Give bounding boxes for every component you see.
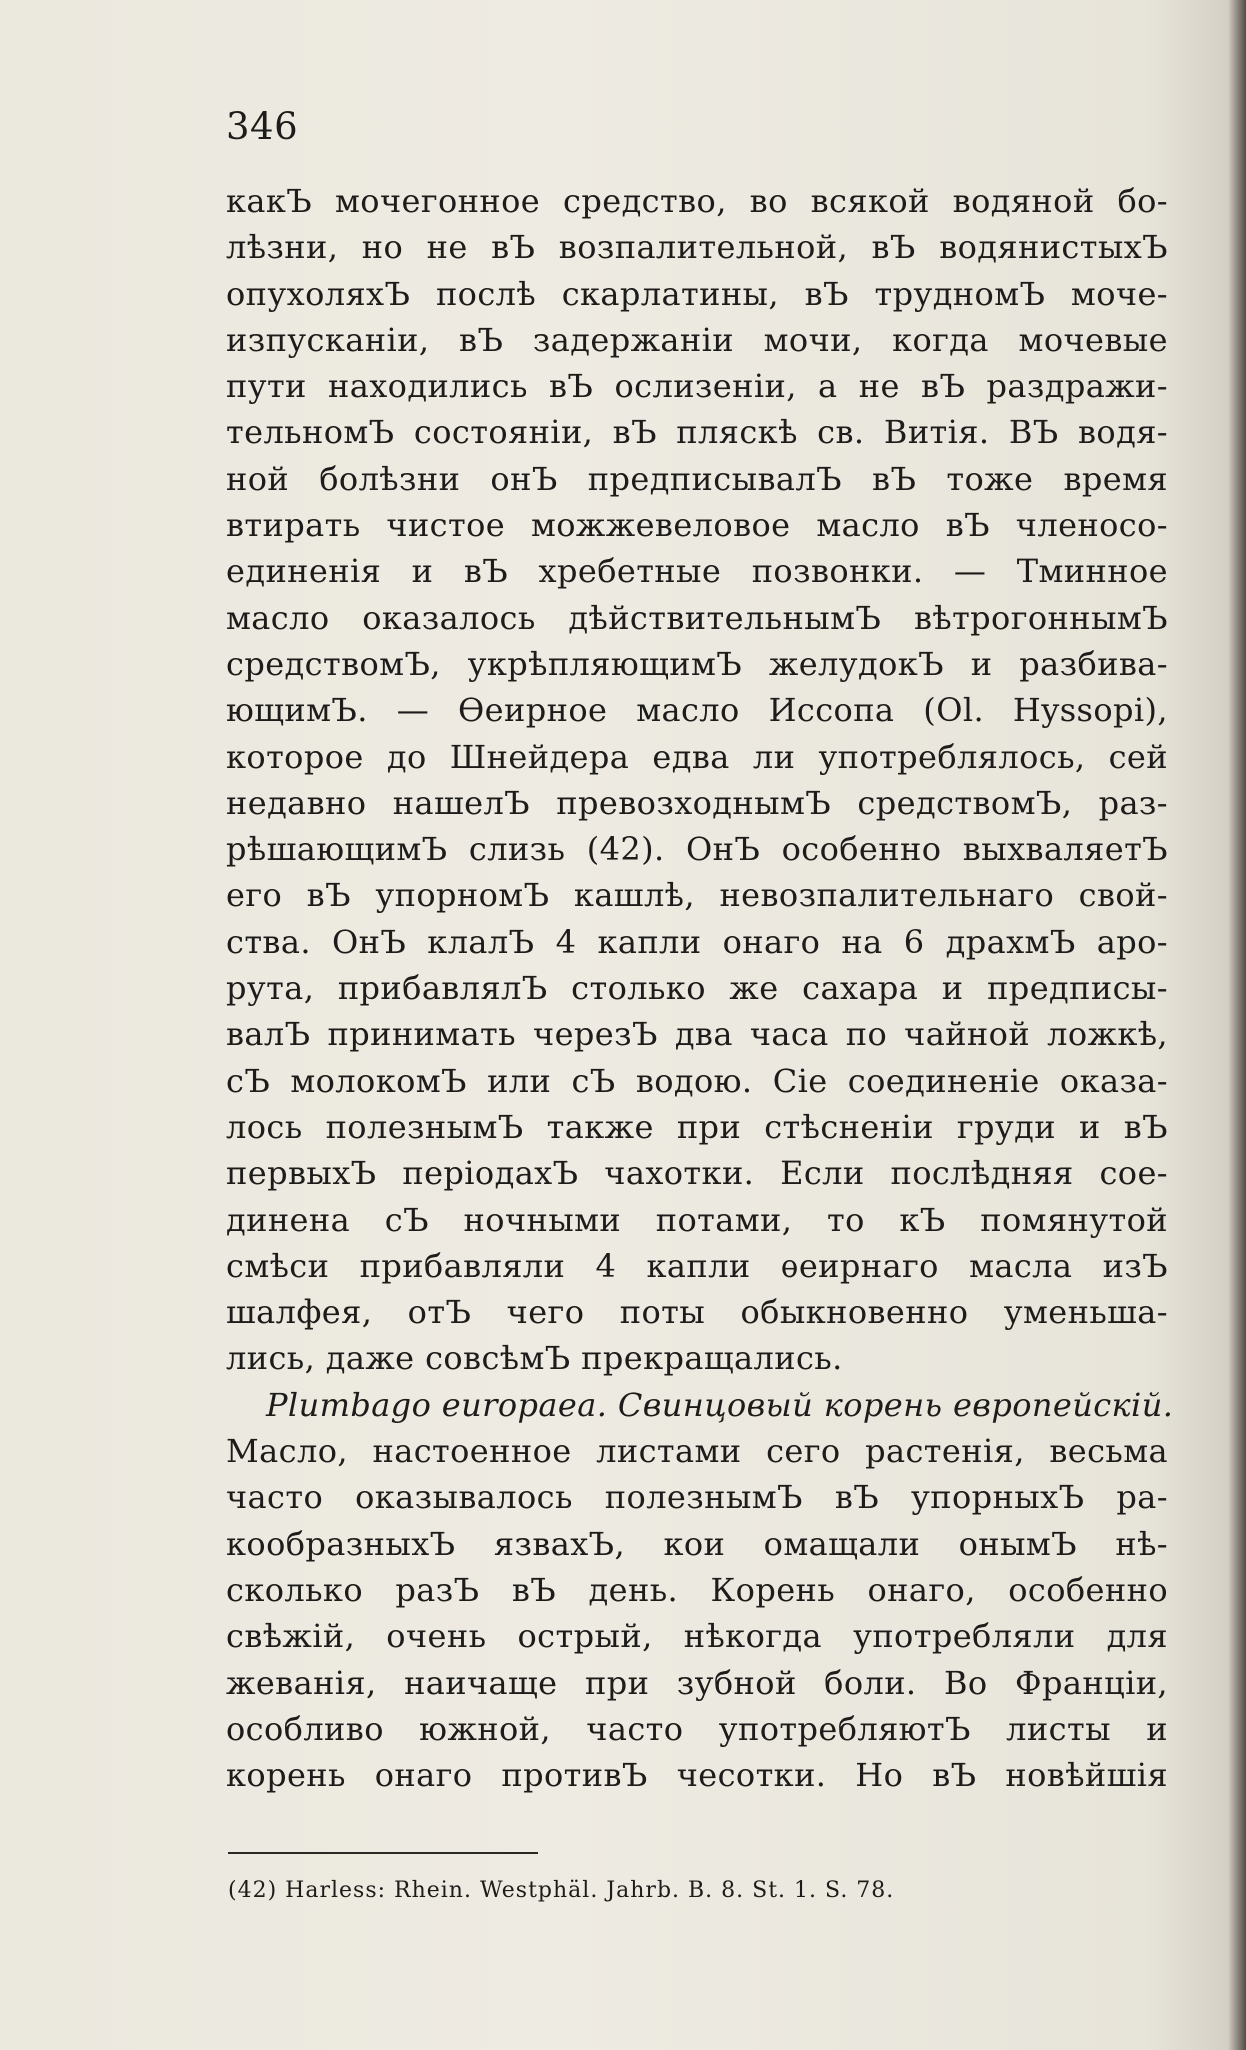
text-line: недавно нашелЪ превозходнымЪ средствомЪ, раз- xyxy=(226,783,1168,822)
text-line: лѣзни, но не вЪ возпалительной, вЪ водянистыхЪ xyxy=(226,228,1168,267)
text-line: ства. ОнЪ клалЪ 4 капли онаго на 6 драхмЪ аро- xyxy=(226,922,1168,961)
text-line: ющимЪ. — Ѳеирное масло Иссопа (Ol. Hyssopi), xyxy=(226,691,1168,730)
body-text xyxy=(226,178,1174,1798)
text-line: лись, даже совсѣмЪ прекращались. xyxy=(226,1339,843,1378)
text-line: валЪ принимать черезЪ два часа по чайной ложкѣ, xyxy=(226,1015,1168,1054)
text-line: единенія и вЪ хребетные позвонки. — Тминное xyxy=(226,552,1168,591)
text-line: часто оказывалось полезнымЪ вЪ упорныхЪ ра- xyxy=(226,1478,1168,1517)
text-line: сколько разЪ вЪ день. Корень онаго, особенно xyxy=(226,1570,1168,1609)
text-line: корень онаго противЪ чесотки. Но вЪ новѣйшія xyxy=(226,1756,1168,1795)
page-number: 346 xyxy=(226,105,299,148)
text-line: которое до Шнейдера едва ли употреблялось, сей xyxy=(226,737,1168,776)
text-line: втирать чистое можжевеловое масло вЪ членосо- xyxy=(226,506,1168,545)
text-line: опухоляхЪ послѣ скарлатины, вЪ трудномЪ моче- xyxy=(226,274,1168,313)
text-line: рѣшающимЪ слизь (42). ОнЪ особенно выхваляетЪ xyxy=(226,830,1168,869)
text-line: пути находились вЪ ослизеніи, а не вЪ раздражи- xyxy=(226,367,1168,406)
text-line: масло оказалось дѣйствительнымЪ вѣтрогоннымЪ xyxy=(226,598,1168,637)
text-line: свѣжій, очень острый, нѣкогда употребляли для xyxy=(226,1617,1168,1656)
text-line: смѣси прибавляли 4 капли ѳеирнаго масла изЪ xyxy=(226,1246,1168,1285)
footnote-divider xyxy=(228,1852,538,1854)
text-line: ной болѣзни онЪ предписывалЪ вЪ тоже время xyxy=(226,459,1168,498)
text-line: лось полезнымЪ также при стѣсненіи груди и вЪ xyxy=(226,1107,1168,1146)
text-line: тельномЪ состояніи, вЪ пляскѣ св. Витія. ВЪ водя- xyxy=(226,413,1168,452)
text-line: кообразныхЪ язвахЪ, кои омащали онымЪ нѣ- xyxy=(226,1524,1168,1563)
text-line: динена сЪ ночными потами, то кЪ помянутой xyxy=(226,1200,1168,1239)
text-line: какЪ мочегонное средство, во всякой водяной бо- xyxy=(226,182,1168,220)
text-line: его вЪ упорномЪ кашлѣ, невозпалительнаго свой- xyxy=(226,876,1168,915)
text-line: средствомЪ, укрѣпляющимЪ желудокЪ и разбива- xyxy=(226,644,1168,683)
section-heading-line: Plumbago europaea. Свинцовый корень европейскій. xyxy=(266,1385,1174,1424)
page-gutter-shadow xyxy=(1228,0,1246,2050)
text-line: сЪ молокомЪ или сЪ водою. Сіе соединеніе оказа- xyxy=(226,1061,1168,1100)
footnote: (42) Harless: Rhein. Westphäl. Jahrb. B. 8. St. 1. S. 78. xyxy=(228,1878,895,1903)
text-line: особливо южной, часто употребляютЪ листы и xyxy=(226,1709,1168,1748)
text-line: Масло, настоенное листами сего растенія, весьма xyxy=(226,1432,1168,1471)
text-line: шалфея, отЪ чего поты обыкновенно уменьша- xyxy=(226,1293,1168,1332)
text-line: изпусканіи, вЪ задержаніи мочи, когда мочевые xyxy=(226,320,1168,359)
text-line: жеванія, наичаще при зубной боли. Во Франціи, xyxy=(226,1663,1168,1702)
text-line: рута, прибавлялЪ столько же сахара и предписы- xyxy=(226,969,1168,1008)
text-line: первыхЪ періодахЪ чахотки. Если послѣдняя сое- xyxy=(226,1154,1168,1193)
